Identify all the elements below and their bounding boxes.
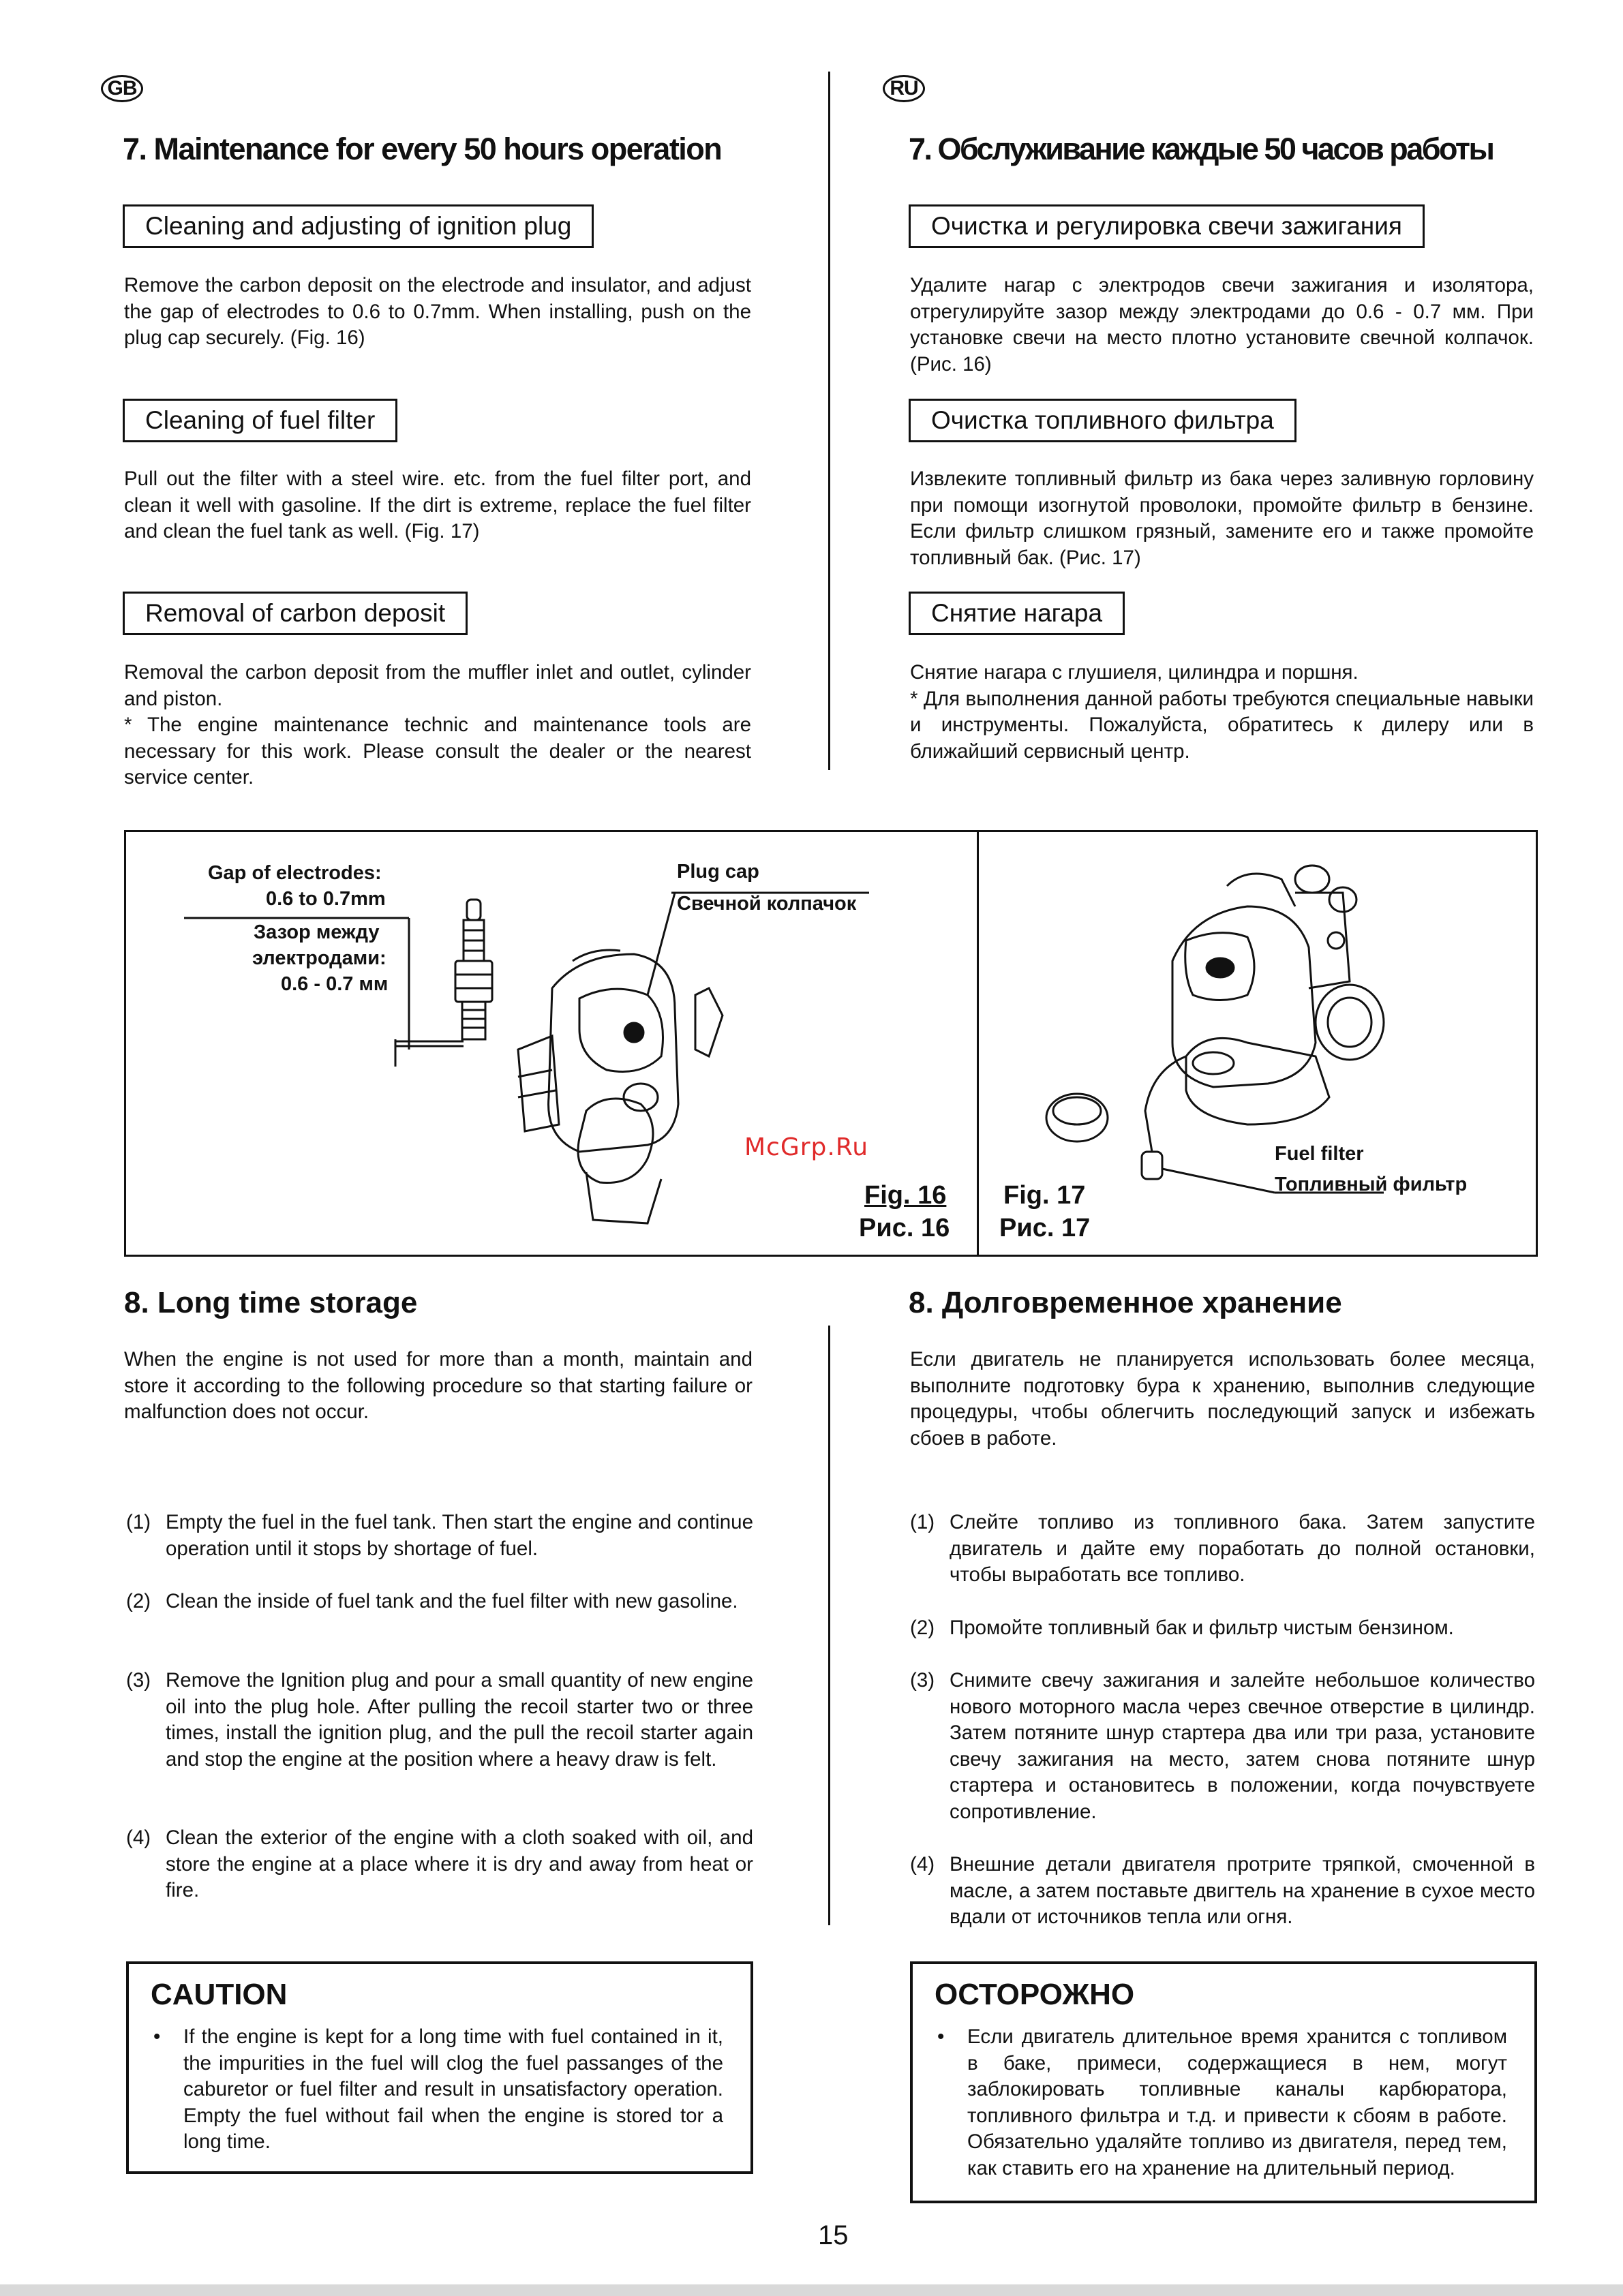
lang-badge-gb: GB (101, 75, 143, 102)
storage-intro-en: When the engine is not used for more than a month, maintain and store it according to the following procedure so that starting failure or malfunction does not occur. (124, 1348, 753, 1423)
step-text: Промойте топливный бак и фильтр чистым бензином. (950, 1617, 1454, 1639)
subheading-ignition-ru: Очистка и регулировка свечи зажигания (909, 204, 1425, 248)
step-text: Clean the exterior of the engine with a cloth soaked with oil, and store the engine at a place where it is dry and away from heat or fire. (166, 1826, 753, 1901)
step-text: Снимите свечу зажигания и залейте небольшое количество нового моторного масла через свечное отверстие в цилиндр. Затем потяните шнур стартера два или три раза, установите свечу зажигания на место, затем снова потяните шнур стартера и остановитесь в положении, когда почувствуете сопротивление. (950, 1669, 1535, 1823)
para-carbon-en-2: * The engine maintenance technic and maintenance tools are necessary for this work. Please consult the dealer or the nearest service center. (124, 714, 751, 789)
fig16-gap-label-ru-2: электродами: (252, 947, 386, 969)
storage-intro-ru: Если двигатель не планируется использовать более месяца, выполните подготовку бура к хранению, выполнив следующие процедуры, чтобы облегчить последующий запуск и избежать сбоев в работе. (910, 1348, 1535, 1450)
step-number: (4) (910, 1853, 935, 1876)
bottom-strip (0, 2284, 1623, 2296)
bullet: • (937, 2025, 945, 2048)
section7-title-ru: 7. Обслуживание каждые 50 часов работы (909, 132, 1493, 166)
fig17-number-en: Fig. 17 (1003, 1181, 1086, 1210)
para-carbon-ru-2: * Для выполнения данной работы требуются специальные навыки и инструменты. Пожалуйста, обратитесь к дилеру или в ближайший сервисный центр. (910, 687, 1534, 763)
section7-title-en: 7. Maintenance for every 50 hours operation (123, 132, 722, 166)
fig16-gap-label-ru-3: 0.6 - 0.7 мм (281, 973, 389, 995)
storage-step-en-3 (126, 1668, 753, 1773)
section8-title-en: 8. Long time storage (124, 1286, 418, 1319)
fig17-filter-label-ru: Топливный фильтр (1275, 1174, 1468, 1195)
caution-box-ru (910, 1961, 1537, 2203)
step-text: Слейте топливо из топливного бака. Затем запустите двигатель и дайте ему поработать до полной остановки, чтобы выработать все топливо. (950, 1511, 1535, 1586)
storage-step-en-4 (126, 1825, 753, 1904)
caution-title-ru: ОСТОРОЖНО (935, 1978, 1135, 2011)
caution-body-en (153, 2024, 723, 2156)
section8-title-ru: 8. Долговременное хранение (909, 1286, 1342, 1319)
para-carbon-en-1: Removal the carbon deposit from the muffler inlet and outlet, cylinder and piston. (124, 661, 751, 710)
column-divider-top (828, 72, 830, 770)
watermark: McGrp.Ru (744, 1133, 869, 1161)
step-number: (2) (910, 1617, 935, 1639)
subheading-filter-en: Cleaning of fuel filter (123, 399, 397, 442)
column-divider-bottom (828, 1326, 830, 1925)
fig17-filter-label-en: Fuel filter (1275, 1143, 1364, 1165)
caution-text-en: If the engine is kept for a long time with fuel contained in it, the impurities in the fuel will clog the fuel passanges of the caburetor or fuel filter and result in unsatisfactory operation. Empty the fuel without fail when the engine is stored tor a long time. (183, 2025, 723, 2153)
fig17-number-ru: Рис. 17 (999, 1214, 1091, 1242)
fig16-gap-label-en-2: 0.6 to 0.7mm (266, 888, 386, 910)
storage-step-ru-4 (910, 1852, 1535, 1931)
step-number: (3) (126, 1669, 151, 1692)
subheading-filter-ru: Очистка топливного фильтра (909, 399, 1296, 442)
fig16-number-ru: Рис. 16 (859, 1214, 950, 1242)
caution-body-ru (937, 2024, 1507, 2182)
bullet: • (153, 2025, 161, 2048)
storage-step-ru-2 (910, 1615, 1535, 1642)
storage-step-en-1 (126, 1510, 753, 1562)
para-carbon-ru-1: Снятие нагара с глушиеля, цилиндра и поршня. (910, 661, 1359, 684)
step-number: (1) (910, 1511, 935, 1533)
step-number: (3) (910, 1669, 935, 1692)
step-text: Внешние детали двигателя протрите тряпкой, смоченной в масле, а затем поставьте двигтель на хранение в сухое место вдали от источников тепла или огня. (950, 1853, 1535, 1928)
caution-text-ru: Если двигатель длительное время хранится с топливом в баке, примеси, содержащиеся в нем, могут заблокировать топливные каналы карбюратора, топливного фильтра и т.д. и привести к сбоям в работе. Обязательно удаляйте топливо из двигателя, перед тем, как ставить его на хранение на длительный период. (967, 2025, 1507, 2179)
step-number: (4) (126, 1826, 151, 1849)
para-carbon-ru (910, 660, 1534, 765)
step-text: Clean the inside of fuel tank and the fuel filter with new gasoline. (166, 1590, 738, 1612)
step-text: Empty the fuel in the fuel tank. Then start the engine and continue operation until it stops by shortage of fuel. (166, 1511, 753, 1560)
fig16-plugcap-label-ru: Свечной колпачок (677, 893, 857, 915)
storage-step-ru-3 (910, 1668, 1535, 1825)
caution-title-en: CAUTION (151, 1978, 288, 2011)
para-ignition-ru: Удалите нагар с электродов свечи зажигания и изолятора, отрегулируйте зазор между электродами до 0.6 - 0.7 мм. При установке свечи на место плотно установите свечной колпачок. (Рис. 16) (910, 274, 1534, 376)
para-filter-ru: Извлеките топливный фильтр из бака через заливную горловину при помощи изогнутой проволоки, промойте фильтр в бензине. Если фильтр слишком грязный, замените его и также промойте топливный бак. (Рис. 17) (910, 468, 1534, 569)
para-carbon-en (124, 660, 751, 791)
lang-badge-ru: RU (883, 75, 925, 102)
caution-box-en (126, 1961, 753, 2174)
fig16-gap-label-en-1: Gap of electrodes: (208, 862, 382, 884)
storage-step-en-2 (126, 1589, 753, 1615)
step-text: Remove the Ignition plug and pour a small quantity of new engine oil into the plug hole. After pulling the recoil starter two or three times, install the ignition plug, and the pull the recoil starter again and stop the engine at the position where a heavy draw is felt. (166, 1669, 753, 1771)
para-filter-en: Pull out the filter with a steel wire. etc. from the fuel filter port, and clean it well with gasoline. If the dirt is extreme, replace the fuel filter and clean the fuel tank as well. (Fig. 17) (124, 468, 751, 542)
subheading-ignition-en: Cleaning and adjusting of ignition plug (123, 204, 594, 248)
subheading-carbon-ru: Снятие нагара (909, 592, 1125, 635)
page-number: 15 (818, 2220, 849, 2250)
subheading-carbon-en: Removal of carbon deposit (123, 592, 468, 635)
para-ignition-en: Remove the carbon deposit on the electrode and insulator, and adjust the gap of electrodes to 0.6 to 0.7mm. When installing, push on the plug cap securely. (Fig. 16) (124, 274, 751, 349)
fig16-number-en: Fig. 16 (864, 1181, 947, 1210)
figure-divider (977, 830, 979, 1257)
step-number: (1) (126, 1511, 151, 1533)
storage-step-ru-1 (910, 1510, 1535, 1589)
step-number: (2) (126, 1590, 151, 1612)
fig16-gap-label-ru-1: Зазор между (254, 921, 380, 943)
fig16-plugcap-label-en: Plug cap (677, 861, 759, 883)
